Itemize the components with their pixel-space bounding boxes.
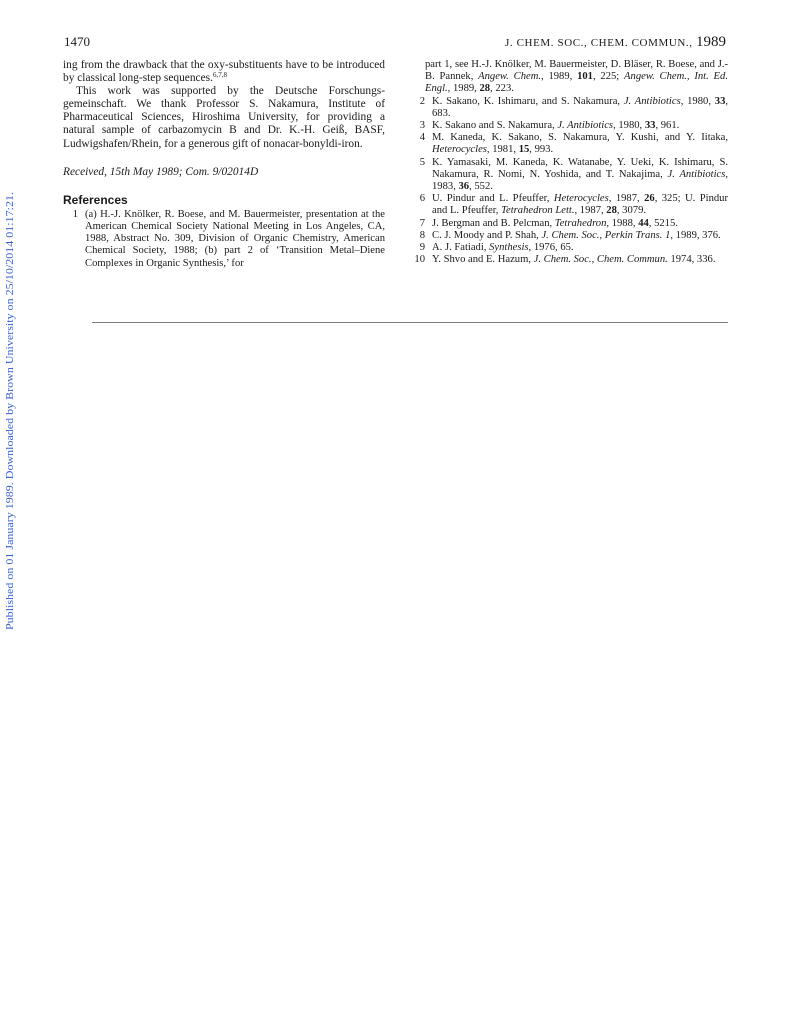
- running-head: [505, 34, 726, 51]
- acknowledgement-paragraph: This work was supported by the Deutsche Forschungs-gemeinschaft. We thank Professor S. Nakamura, Institute of Pharmaceutical Sciences, Hiroshima University, for providing a natural sample of carbazomycin B and Dr. K.-H. Geiß, BASF, Ludwigshafen/Rhein, for a generous gift of nonacar-bonyldi-iron.: [63, 85, 385, 150]
- reference-item: [410, 230, 728, 242]
- para1-text: ing from the drawback that the oxy-substituents have to be introduced by classical long-step sequences.: [63, 59, 385, 85]
- reference-text: U. Pindur and L. Pfeuffer, Heterocycles, 1987, 26, 325; U. Pindur and L. Pfeuffer, Tetrahedron Lett., 1987, 28, 3079.: [432, 193, 729, 217]
- reference-number: 1: [72, 208, 78, 220]
- reference-number: 7: [419, 217, 425, 229]
- reference-text: K. Yamasaki, M. Kaneda, K. Watanabe, Y. Ueki, K. Ishimaru, S. Nakamura, R. Nomi, N. Yoshida, and T. Nakajima, J. Antibiotics, 1983, 36, 552.: [432, 156, 729, 193]
- reference-item: [410, 96, 728, 120]
- side-watermark: [2, 190, 18, 630]
- reference-text: C. J. Moody and P. Shah, J. Chem. Soc., Perkin Trans. 1, 1989, 376.: [432, 229, 721, 241]
- para1-citation: 6,7,8: [212, 71, 227, 80]
- reference-text: A. J. Fatiadi, Synthesis, 1976, 65.: [432, 242, 574, 254]
- reference-number: 2: [419, 95, 425, 107]
- reference-item: [63, 209, 385, 270]
- reference-item: [410, 254, 728, 266]
- watermark-text: Published on 01 January 1989. Downloaded by Brown University on 25/10/2014 01:17:21.: [5, 247, 16, 630]
- reference-text: K. Sakano, K. Ishimaru, and S. Nakamura, J. Antibiotics, 1980, 33, 683.: [432, 95, 729, 119]
- reference-continuation: part 1, see H.-J. Knölker, M. Bauermeister, D. Bläser, R. Boese, and J.-B. Pannek, Angew. Chem., 1989, 101, 225; Angew. Chem., Int. Ed. Engl., 1989, 28, 223.: [425, 59, 728, 95]
- reference-item: [410, 193, 728, 217]
- right-column: [410, 59, 728, 266]
- reference-item: [410, 218, 728, 230]
- reference-number: 10: [414, 254, 425, 266]
- reference-item: [410, 157, 728, 194]
- reference-item: [410, 242, 728, 254]
- reference-text: Y. Shvo and E. Hazum, J. Chem. Soc., Chem. Commun. 1974, 336.: [432, 254, 716, 266]
- reference-text: K. Sakano and S. Nakamura, J. Antibiotics, 1980, 33, 961.: [432, 120, 680, 132]
- reference-text: M. Kaneda, K. Sakano, S. Nakamura, Y. Kushi, and Y. Iitaka, Heterocycles, 1981, 15, 993.: [432, 132, 728, 156]
- reference-number: 5: [419, 156, 425, 168]
- reference-number: 6: [419, 193, 425, 205]
- end-rule: [92, 322, 728, 323]
- journal-year: 1989: [696, 34, 726, 50]
- reference-number: 8: [419, 229, 425, 241]
- journal-name: J. CHEM. SOC., CHEM. COMMUN.,: [505, 37, 693, 49]
- reference-item: [410, 132, 728, 156]
- left-column: [63, 59, 385, 270]
- reference-number: 9: [419, 242, 425, 254]
- body-paragraph-1: [63, 59, 385, 85]
- page-number: 1470: [64, 34, 90, 49]
- reference-item: [410, 120, 728, 132]
- reference-text: J. Bergman and B. Pelcman, Tetrahedron, 1988, 44, 5215.: [432, 217, 678, 229]
- references-heading: References: [63, 192, 128, 207]
- reference-text: (a) H.-J. Knölker, R. Boese, and M. Bauermeister, presentation at the American Chemical Society National Meeting in Los Angeles, CA, 1988, Abstract No. 309, Division of Organic Chemistry, American Chemical Society, 1988; (b) part 2 of ‘Transition Metal–Diene Complexes in Organic Synthesis,’ for: [85, 208, 385, 269]
- reference-number: 4: [419, 132, 425, 144]
- reference-number: 3: [419, 120, 425, 132]
- received-line: Received, 15th May 1989; Com. 9/02014D: [63, 165, 259, 178]
